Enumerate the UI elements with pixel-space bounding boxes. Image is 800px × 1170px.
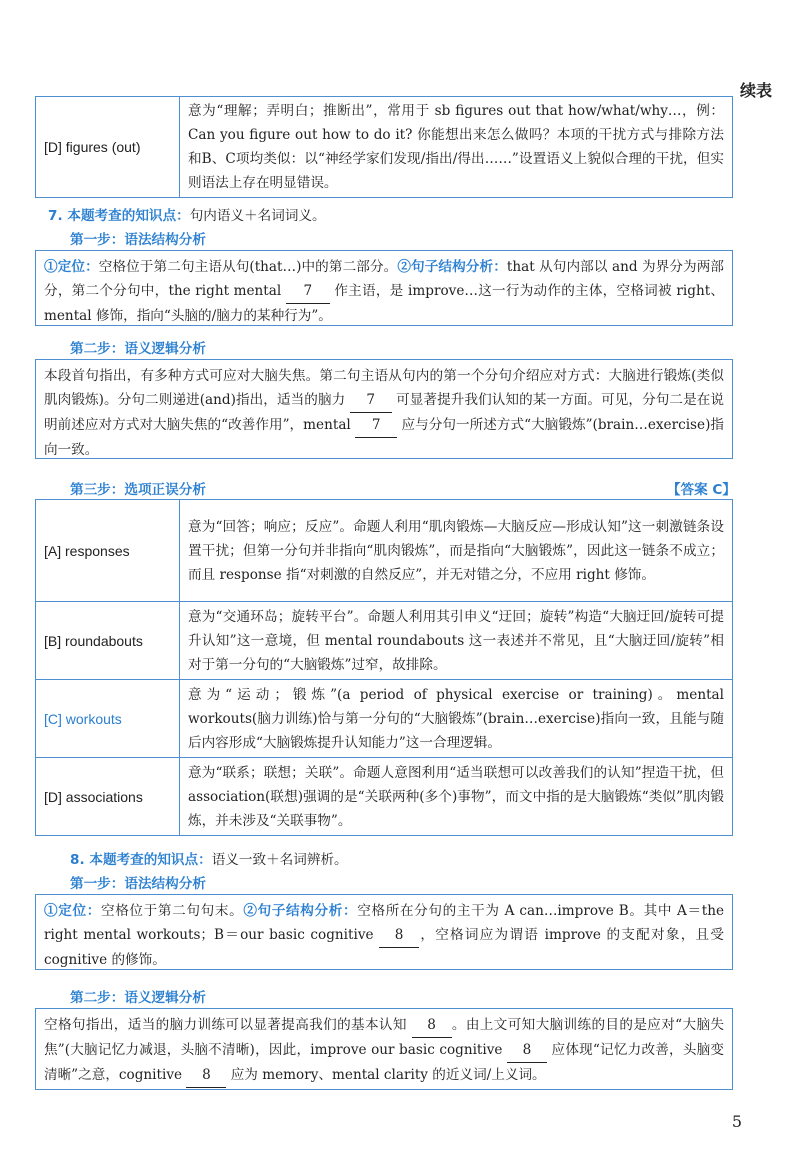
q7-box2 <box>35 359 733 459</box>
option-desc: 意为“交通环岛；旋转平台”。命题人利用其引申义“迂回；旋转”构造“大脑迂回/旋转可提升认知”这一意境，但 mental roundabouts 这一表述并不常见，且“大脑迂回/旋转”相对于第一分句的“大脑锻炼”过窄，故排除。 <box>180 602 733 680</box>
q8-step1: 第一步：语法结构分析 <box>70 876 206 892</box>
q8-struct-text: 空格所在分句的主干为 A can…improve B。其中 A＝the right mental workouts；B＝our basic cognitive <box>44 903 725 943</box>
q8-logic-text3: 应体现“记忆力改善，头脑变清晰”之意，cognitive <box>44 1042 725 1083</box>
q8-title-rest: 语义一致＋名词辨析。 <box>211 852 348 868</box>
q7-title-num: 7. 本题考查的知识点： <box>48 208 190 224</box>
blank: 7 <box>350 388 392 413</box>
q7-step2: 第二步：语义逻辑分析 <box>70 341 206 357</box>
q8-title <box>70 848 348 868</box>
option-label: [D] associations <box>36 758 180 836</box>
option-row-a <box>36 500 733 602</box>
q8-step2: 第二步：语义逻辑分析 <box>70 990 206 1006</box>
q8-locate-text: 空格位于第二句句末。 <box>100 903 244 919</box>
option-label: [B] roundabouts <box>36 602 180 680</box>
q8-box2 <box>35 1008 733 1090</box>
blank: 7 <box>355 413 397 438</box>
blank: 8 <box>379 923 419 948</box>
option-row-c <box>36 680 733 758</box>
option-label: [D] figures (out) <box>36 97 180 198</box>
continued-label: 续表 <box>739 81 772 100</box>
q7-logic-text3: 应与分句一所述方式“大脑锻炼”(brain…exercise)指向一致。 <box>44 417 724 458</box>
q8-title-num: 8. 本题考查的知识点： <box>70 852 212 868</box>
q8-struct-text2: ，空格词应为谓语 improve 的支配对象，且受 cognitive 的修饰。 <box>44 927 724 968</box>
q7-logic-text2: 可显著提升我们认知的某一方面。可见，分句二是在说明前述应对方式对大脑失焦的“改善作用”，mental <box>44 392 725 433</box>
q8-logic-text2: 。由上文可知大脑训练的目的是应对“大脑失焦”(大脑记忆力减退，头脑不清晰)，因此，improve our basic cognitive <box>44 1017 724 1058</box>
q7-step3: 第三步：选项正误分析 <box>70 482 206 498</box>
blank: 8 <box>186 1063 226 1088</box>
option-table-q7 <box>35 499 733 836</box>
blank: 8 <box>507 1038 547 1063</box>
option-desc: 意为“联系；联想；关联”。命题人意图利用“适当联想可以改善我们的认知”捏造干扰，但 association(联想)强调的是“关联两种(多个)事物”，而文中指的是大脑锻炼“类似”肌肉锻炼，并未涉及“关联事物”。 <box>180 758 733 836</box>
q8-box1 <box>35 894 733 970</box>
option-desc: 意为“运动；锻炼”(a period of physical exercise or training)。mental workouts(脑力训练)恰与第一分句的“大脑锻炼”(brain…exercise)指向一致，且能与随后内容形成“大脑锻炼提升认知能力”这一合理逻辑。 <box>180 680 733 758</box>
q7-struct-text2: 作主语，是 improve…这一行为动作的主体，空格词被 right、mental 修饰，指向“头脑的/脑力的某种行为”。 <box>44 283 724 324</box>
q8-struct-key: ②句子结构分析： <box>243 903 358 919</box>
option-row-d <box>36 758 733 836</box>
q7-step1: 第一步：语法结构分析 <box>70 232 206 248</box>
q7-title <box>48 204 326 224</box>
answer-badge: 【答案 C】 <box>666 482 736 498</box>
q8-logic-text: 空格句指出，适当的脑力训练可以显著提高我们的基本认知 <box>44 1017 407 1033</box>
q7-locate-key: ①定位： <box>44 259 99 275</box>
option-desc: 意为“理解；弄明白；推断出”，常用于 sb figures out that how/what/why…，例：Can you figure out how to do it? 你能想出来怎么做吗？本项的干扰方式与排除方法和B、C项均类似：以“神经学家们发现/指出/得出……”设置语义上貌似合理的干扰，但实则语法上存在明显错误。 <box>180 97 733 198</box>
page-number: 5 <box>731 1112 742 1131</box>
option-desc: 意为“回答；响应；反应”。命题人利用“肌肉锻炼—大脑反应—形成认知”这一刺激链条设置干扰；但第一分句并非指向“肌肉锻炼”，而是指向“大脑锻炼”，因此这一链条不成立；而且 response 指“对刺激的自然反应”，并无对错之分，不应用 right 修饰。 <box>180 500 733 602</box>
q7-title-rest: 句内语义＋名词词义。 <box>189 208 326 224</box>
q7-struct-key: ②句子结构分析： <box>397 259 507 275</box>
q8-logic-text4: 应为 memory、mental clarity 的近义词/上义词。 <box>230 1067 546 1083</box>
blank: 8 <box>412 1013 452 1038</box>
q7-box1 <box>35 250 733 326</box>
q7-struct-text: that 从句内部以 and 为界分为两部分，第二个分句中，the right mental <box>44 259 725 299</box>
option-label-correct: [C] workouts <box>36 680 180 758</box>
blank: 7 <box>286 279 330 304</box>
option-table-top <box>35 96 733 198</box>
option-row-b <box>36 602 733 680</box>
option-label: [A] responses <box>36 500 180 602</box>
q8-locate-key: ①定位： <box>44 903 101 919</box>
q7-logic-text: 本段首句指出，有多种方式可应对大脑失焦。第二句主语从句内的第一个分句介绍应对方式：大脑进行锻炼(类似肌肉锻炼)。分句二则递进(and)指出，适当的脑力 <box>44 368 724 408</box>
q7-locate-text: 空格位于第二句主语从句(that…)中的第二部分。 <box>98 259 398 275</box>
